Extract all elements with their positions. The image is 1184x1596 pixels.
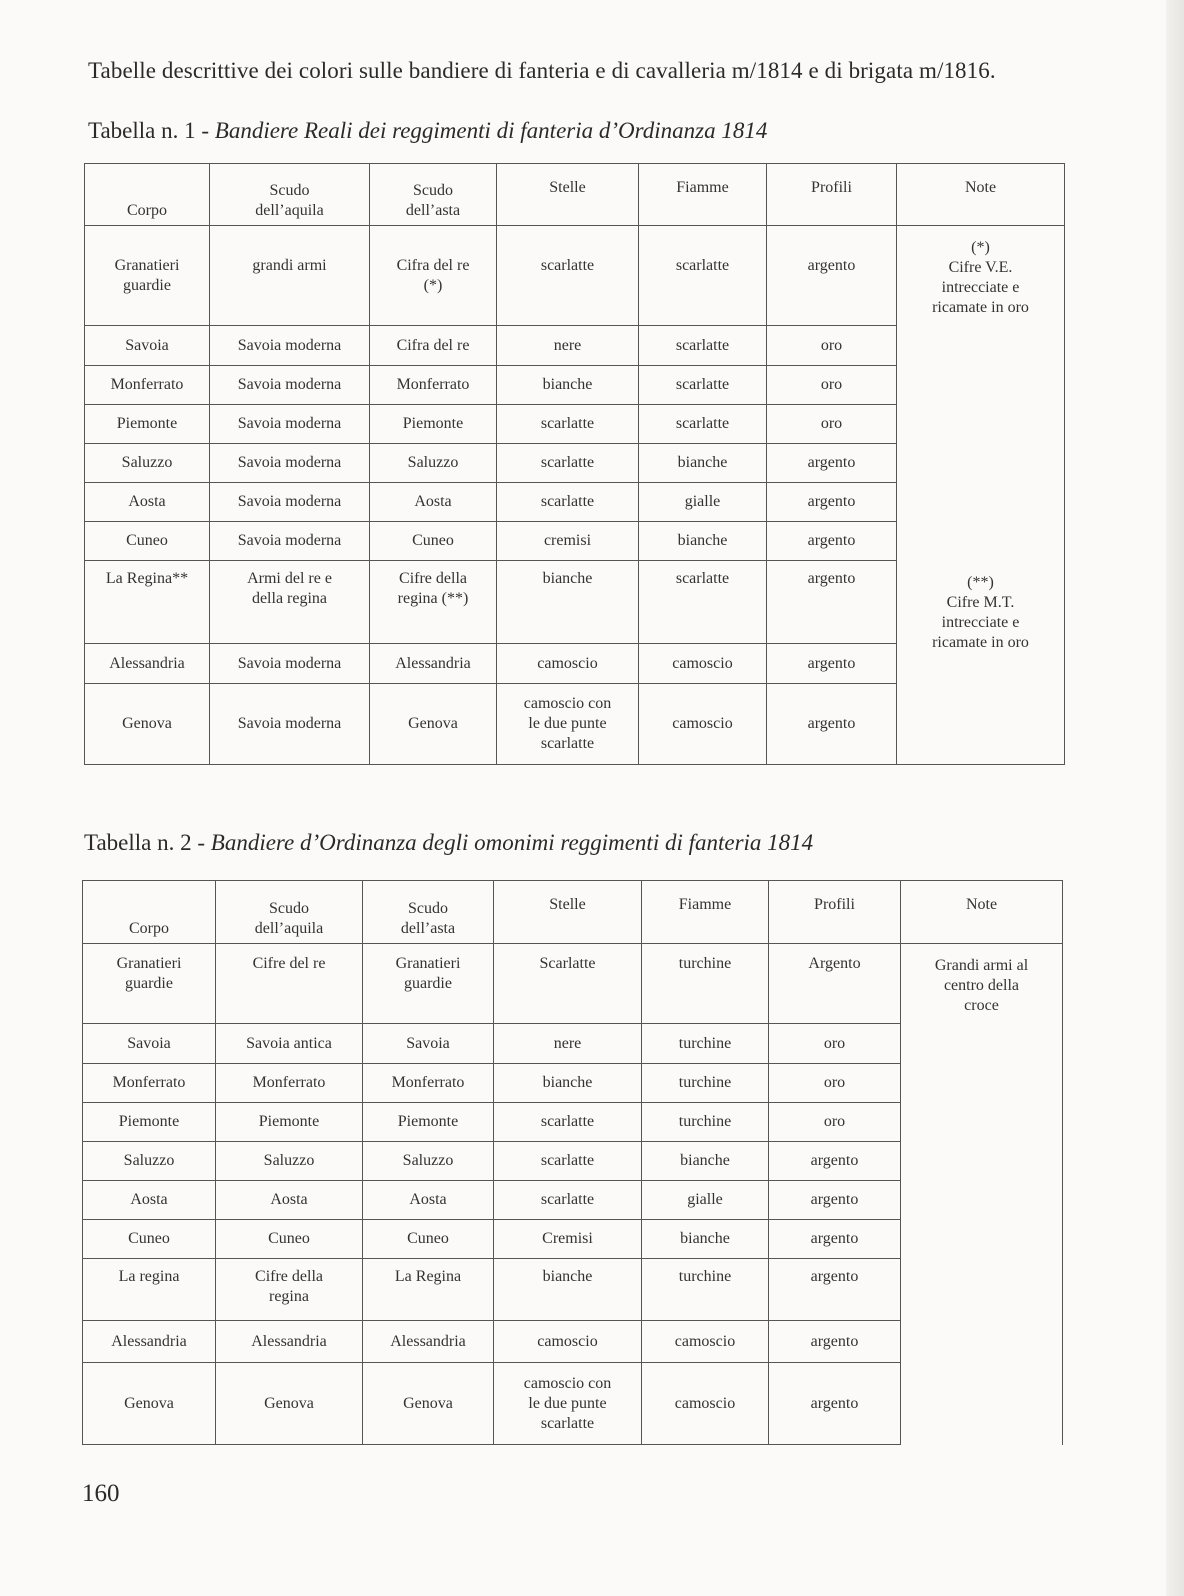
- table-cell: Argento: [769, 944, 901, 1024]
- table1-header-scudo-aquila: Scudo dell’aquila: [210, 164, 370, 226]
- table-cell: Scarlatte: [494, 944, 642, 1024]
- table-cell: Cifre della regina: [216, 1259, 363, 1321]
- table-cell: camoscio: [642, 1321, 769, 1363]
- table-cell: bianche: [494, 1064, 642, 1103]
- table-cell: scarlatte: [639, 366, 767, 405]
- table-cell: camoscio: [494, 1321, 642, 1363]
- table-cell: argento: [769, 1142, 901, 1181]
- table-cell: Granatieri guardie: [363, 944, 494, 1024]
- table1: [84, 163, 1065, 765]
- table-cell: turchine: [642, 944, 769, 1024]
- table-cell: camoscio con le due punte scarlatte: [497, 684, 639, 765]
- table-cell: Piemonte: [83, 1103, 216, 1142]
- table-cell: Cuneo: [363, 1220, 494, 1259]
- table1-title-prefix: Tabella n. 1 -: [88, 118, 215, 143]
- table-cell: scarlatte: [639, 226, 767, 326]
- table-cell: Aosta: [363, 1181, 494, 1220]
- table-cell: argento: [769, 1259, 901, 1321]
- table-cell: Monferrato: [363, 1064, 494, 1103]
- table-cell: Monferrato: [216, 1064, 363, 1103]
- table-cell: nere: [494, 1024, 642, 1064]
- table-cell: argento: [767, 522, 897, 561]
- table-cell: Genova: [216, 1363, 363, 1445]
- table-cell: oro: [767, 366, 897, 405]
- table-cell: Granatieri guardie: [83, 944, 216, 1024]
- table-cell: scarlatte: [639, 326, 767, 366]
- table-cell: Cifra del re: [370, 326, 497, 366]
- table-cell: scarlatte: [494, 1103, 642, 1142]
- table-cell: turchine: [642, 1259, 769, 1321]
- table-cell: Savoia: [363, 1024, 494, 1064]
- table-cell: turchine: [642, 1064, 769, 1103]
- table-cell: camoscio: [639, 644, 767, 684]
- table-cell: Aosta: [83, 1181, 216, 1220]
- table-cell: gialle: [642, 1181, 769, 1220]
- table-cell: Granatieri guardie: [85, 226, 210, 326]
- table-cell: oro: [769, 1024, 901, 1064]
- table1-header-scudo-asta: Scudo dell’asta: [370, 164, 497, 226]
- table-cell: Saluzzo: [216, 1142, 363, 1181]
- table1-header-corpo: Corpo: [85, 164, 210, 226]
- table-cell: Savoia moderna: [210, 684, 370, 765]
- table-cell: camoscio: [642, 1363, 769, 1445]
- table-cell: oro: [767, 326, 897, 366]
- table-cell: argento: [767, 561, 897, 644]
- table-cell: Savoia moderna: [210, 522, 370, 561]
- table-cell: Savoia moderna: [210, 326, 370, 366]
- table1-header-row: [85, 164, 1065, 226]
- table2-header-scudo-asta: Scudo dell’asta: [363, 881, 494, 944]
- table-cell: argento: [769, 1181, 901, 1220]
- table-cell: Alessandria: [83, 1321, 216, 1363]
- table-cell: oro: [769, 1103, 901, 1142]
- table-cell: scarlatte: [494, 1181, 642, 1220]
- table-cell: Saluzzo: [363, 1142, 494, 1181]
- table-cell: camoscio con le due punte scarlatte: [494, 1363, 642, 1445]
- table1-note-1: (*) Cifre V.E. intrecciate e ricamate in oro: [897, 226, 1065, 561]
- page-edge: [1166, 0, 1184, 1596]
- table-cell: Piemonte: [370, 405, 497, 444]
- table-cell: bianche: [497, 561, 639, 644]
- table-cell: argento: [767, 684, 897, 765]
- table-cell: bianche: [639, 444, 767, 483]
- table-cell: Monferrato: [85, 366, 210, 405]
- table1-header-note: Note: [897, 164, 1065, 226]
- table-cell: Genova: [370, 684, 497, 765]
- table-cell: bianche: [494, 1259, 642, 1321]
- table-cell: turchine: [642, 1024, 769, 1064]
- table-cell: scarlatte: [497, 483, 639, 522]
- table-cell: Savoia: [85, 326, 210, 366]
- table2-title: [84, 830, 813, 856]
- table-cell: Monferrato: [370, 366, 497, 405]
- table-cell: scarlatte: [497, 405, 639, 444]
- table-cell: argento: [767, 226, 897, 326]
- table-cell: Cifra del re (*): [370, 226, 497, 326]
- table-cell: scarlatte: [639, 561, 767, 644]
- table-cell: oro: [769, 1064, 901, 1103]
- table-cell: Alessandria: [216, 1321, 363, 1363]
- table-row: [83, 944, 1063, 1024]
- table-cell: Genova: [85, 684, 210, 765]
- table2-title-prefix: Tabella n. 2 -: [84, 830, 211, 855]
- table-cell: Cuneo: [216, 1220, 363, 1259]
- table-cell: argento: [767, 444, 897, 483]
- table-cell: scarlatte: [497, 226, 639, 326]
- table-cell: Armi del re e della regina: [210, 561, 370, 644]
- page-number: 160: [82, 1480, 120, 1507]
- table2-header-profili: Profili: [769, 881, 901, 944]
- table-cell: Savoia moderna: [210, 405, 370, 444]
- table-cell: Piemonte: [363, 1103, 494, 1142]
- table-cell: grandi armi: [210, 226, 370, 326]
- table-cell: cremisi: [497, 522, 639, 561]
- table-cell: Savoia antica: [216, 1024, 363, 1064]
- table1-header-fiamme: Fiamme: [639, 164, 767, 226]
- table-cell: Cuneo: [370, 522, 497, 561]
- table2-header-fiamme: Fiamme: [642, 881, 769, 944]
- table1-header-profili: Profili: [767, 164, 897, 226]
- table2-header-corpo: Corpo: [83, 881, 216, 944]
- table-cell: turchine: [642, 1103, 769, 1142]
- table1-title: [88, 118, 767, 144]
- table2-header-stelle: Stelle: [494, 881, 642, 944]
- table2-note: Grandi armi al centro della croce: [901, 944, 1063, 1445]
- table-cell: oro: [767, 405, 897, 444]
- table-cell: La Regina**: [85, 561, 210, 644]
- table-cell: argento: [769, 1321, 901, 1363]
- table-cell: Monferrato: [83, 1064, 216, 1103]
- table-cell: camoscio: [639, 684, 767, 765]
- table-cell: Genova: [363, 1363, 494, 1445]
- table-cell: Alessandria: [363, 1321, 494, 1363]
- table-cell: Alessandria: [370, 644, 497, 684]
- table-cell: Piemonte: [216, 1103, 363, 1142]
- table-cell: Cifre del re: [216, 944, 363, 1024]
- table-cell: Saluzzo: [370, 444, 497, 483]
- table-cell: bianche: [639, 522, 767, 561]
- table2-title-italic: Bandiere d’Ordinanza degli omonimi reggimenti di fanteria 1814: [210, 830, 814, 855]
- table-cell: argento: [769, 1220, 901, 1259]
- table-cell: La regina: [83, 1259, 216, 1321]
- table-cell: scarlatte: [497, 444, 639, 483]
- table-row: [85, 226, 1065, 326]
- table-cell: Savoia moderna: [210, 366, 370, 405]
- table-cell: Cuneo: [83, 1220, 216, 1259]
- table-cell: bianche: [497, 366, 639, 405]
- table2: [82, 880, 1063, 1445]
- table-cell: La Regina: [363, 1259, 494, 1321]
- table2-header-scudo-aquila: Scudo dell’aquila: [216, 881, 363, 944]
- table-cell: Aosta: [85, 483, 210, 522]
- table1-title-italic: Bandiere Reali dei reggimenti di fanteria d’Ordinanza 1814: [214, 118, 768, 143]
- table-cell: Savoia: [83, 1024, 216, 1064]
- table2-header-row: [83, 881, 1063, 944]
- table-cell: camoscio: [497, 644, 639, 684]
- table1-note-2: (**) Cifre M.T. intrecciate e ricamate in oro: [897, 561, 1065, 765]
- table-cell: Savoia moderna: [210, 483, 370, 522]
- table-cell: scarlatte: [639, 405, 767, 444]
- table-cell: nere: [497, 326, 639, 366]
- table2-header-note: Note: [901, 881, 1063, 944]
- table1-header-stelle: Stelle: [497, 164, 639, 226]
- table-cell: argento: [767, 483, 897, 522]
- table-cell: bianche: [642, 1220, 769, 1259]
- table-cell: gialle: [639, 483, 767, 522]
- table-cell: Aosta: [216, 1181, 363, 1220]
- table-cell: Cuneo: [85, 522, 210, 561]
- table-cell: Cifre della regina (**): [370, 561, 497, 644]
- table-cell: Saluzzo: [83, 1142, 216, 1181]
- table-cell: Cremisi: [494, 1220, 642, 1259]
- table-cell: Alessandria: [85, 644, 210, 684]
- table-cell: bianche: [642, 1142, 769, 1181]
- table-cell: Savoia moderna: [210, 444, 370, 483]
- table-cell: Aosta: [370, 483, 497, 522]
- table-cell: Genova: [83, 1363, 216, 1445]
- table-cell: argento: [769, 1363, 901, 1445]
- table-row: [85, 561, 1065, 644]
- page-heading: Tabelle descrittive dei colori sulle bandiere di fanteria e di cavalleria m/1814 e di brigata m/1816.: [88, 58, 996, 83]
- table-cell: argento: [767, 644, 897, 684]
- table-cell: Saluzzo: [85, 444, 210, 483]
- table-cell: scarlatte: [494, 1142, 642, 1181]
- table-cell: Savoia moderna: [210, 644, 370, 684]
- table-cell: Piemonte: [85, 405, 210, 444]
